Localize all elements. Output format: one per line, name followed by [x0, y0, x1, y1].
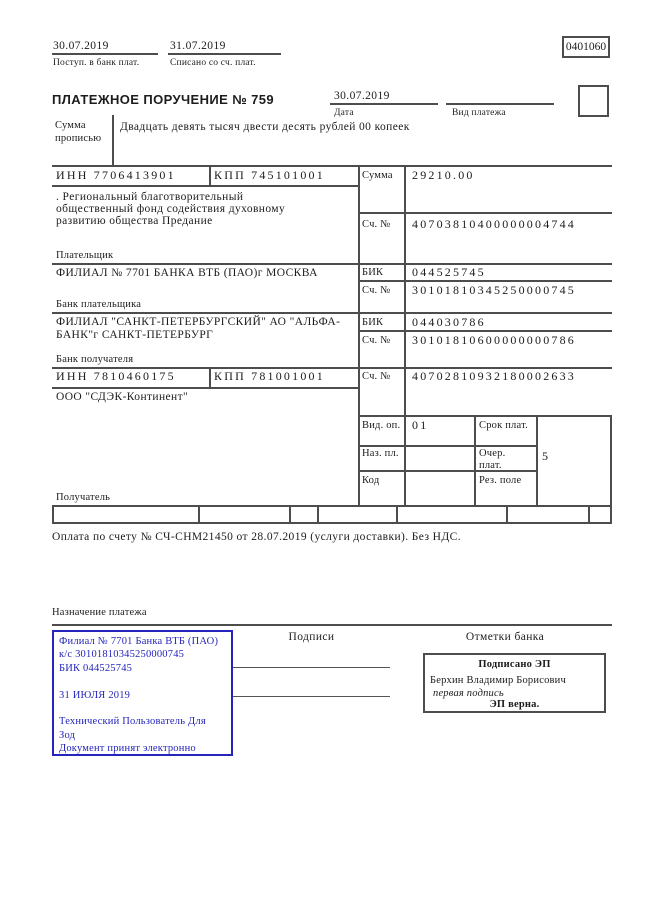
payment-type-box	[578, 85, 609, 117]
esign-signature-type: первая подпись	[433, 688, 504, 699]
table-line	[474, 415, 476, 505]
payee-bank-bik-value: 044030786	[412, 315, 486, 329]
payee-bank-account-value: 30101810600000000786	[412, 333, 576, 347]
esign-stamp	[423, 653, 606, 713]
table-line	[52, 522, 612, 524]
payer-account-value: 40703810400000004744	[412, 217, 576, 231]
doc-date-underline	[330, 103, 438, 105]
signatures-header: Подписи	[288, 631, 335, 643]
payee-name: ООО "СДЭК-Континент"	[56, 391, 189, 403]
stamp-line: к/с 30101810345250000745	[59, 649, 185, 661]
payee-account-label: Сч. №	[362, 371, 391, 382]
table-line	[404, 165, 406, 507]
table-line	[358, 415, 612, 417]
payer-name-line1: . Региональный благотворительный	[56, 191, 244, 203]
table-line	[209, 367, 211, 387]
page-title: ПЛАТЕЖНОЕ ПОРУЧЕНИЕ № 759	[52, 92, 275, 107]
table-line	[536, 415, 538, 505]
payer-name-line3: развитию общества Предание	[56, 215, 213, 227]
payment-type-underline	[446, 103, 554, 105]
code-label: Код	[362, 475, 380, 486]
stamp-line	[59, 675, 226, 688]
stamp-line: Филиал № 7701 Банка ВТБ (ПАО)	[59, 636, 219, 647]
payee-label: Получатель	[56, 492, 111, 503]
payer-label: Плательщик	[56, 250, 114, 261]
table-line	[52, 387, 358, 389]
amount-label: Сумма	[362, 170, 393, 181]
table-line	[52, 263, 612, 265]
signature-line-2	[233, 696, 390, 697]
payer-bank-account-label: Сч. №	[362, 285, 391, 296]
pay-term-label: Срок плат.	[479, 420, 528, 431]
stamp-line: Зод	[59, 729, 76, 741]
payer-name-line2: общественный фонд содействия духовному	[56, 203, 286, 215]
op-type-value: 01	[412, 418, 429, 432]
table-line	[209, 165, 211, 185]
form-code-box: 0401060	[562, 36, 610, 58]
table-line	[358, 280, 612, 282]
purpose-code-label: Наз. пл.	[362, 448, 399, 459]
stamp-line: Технический Пользователь Для	[59, 716, 206, 728]
debited-date-value: 31.07.2019	[170, 40, 226, 52]
table-line	[289, 505, 291, 522]
table-line	[588, 505, 590, 522]
bank-acceptance-stamp	[52, 630, 233, 756]
doc-date-value: 30.07.2019	[334, 90, 390, 102]
bank-marks-header: Отметки банка	[465, 631, 545, 643]
table-line	[198, 505, 200, 522]
payer-bank-bik-value: 044525745	[412, 265, 486, 279]
payer-account-label: Сч. №	[362, 219, 391, 230]
amount-words-label-1: Сумма	[55, 120, 86, 131]
purpose-label: Назначение платежа	[52, 607, 147, 618]
payer-bank-name: ФИЛИАЛ № 7701 БАНКА ВТБ (ПАО)г МОСКВА	[56, 267, 318, 279]
signature-line-1	[233, 667, 390, 668]
esign-title: Подписано ЭП	[478, 659, 551, 670]
table-line	[506, 505, 508, 522]
table-line	[358, 165, 360, 507]
pay-order-value: 5	[542, 449, 551, 463]
received-date-value: 30.07.2019	[53, 40, 109, 52]
debited-date-label: Списано со сч. плат.	[170, 58, 256, 68]
table-line	[52, 505, 54, 522]
table-line	[358, 212, 612, 214]
stamp-line: 31 ИЮЛЯ 2019	[59, 689, 131, 701]
table-line	[358, 330, 612, 332]
received-date-label: Поступ. в банк плат.	[53, 58, 140, 68]
payment-type-label: Вид платежа	[452, 108, 506, 118]
table-line	[52, 505, 612, 507]
payer-bank-label: Банк плательщика	[56, 299, 142, 310]
debited-date-underline	[168, 53, 281, 55]
table-line	[52, 165, 612, 167]
payee-bank-bik-label: БИК	[362, 317, 384, 328]
stamp-line: БИК 044525745	[59, 662, 133, 674]
payer-bank-bik-label: БИК	[362, 267, 384, 278]
payee-bank-account-label: Сч. №	[362, 335, 391, 346]
esign-verified: ЭП верна.	[489, 699, 540, 710]
table-line	[610, 505, 612, 522]
amount-words-divider	[112, 115, 114, 165]
esign-signer-name: Берхин Владимир Борисович	[430, 675, 566, 686]
payer-inn: ИНН 7706413901	[56, 168, 176, 182]
payee-bank-name-line2: БАНК"г САНКТ-ПЕТЕРБУРГ	[56, 329, 214, 341]
payee-bank-label: Банк получателя	[56, 354, 134, 365]
purpose-underline	[52, 624, 612, 626]
doc-date-label: Дата	[334, 108, 354, 118]
payee-kpp: КПП 781001001	[214, 369, 325, 383]
table-line	[396, 505, 398, 522]
pay-order-label: Очер. плат.	[479, 448, 506, 471]
reserve-field-label: Рез. поле	[479, 475, 522, 486]
table-line	[52, 185, 358, 187]
payee-inn: ИНН 7810460175	[56, 369, 176, 383]
table-line	[317, 505, 319, 522]
table-line	[52, 312, 612, 314]
purpose-text: Оплата по счету № СЧ-СНМ21450 от 28.07.2019 (услуги доставки). Без НДС.	[52, 531, 461, 543]
amount-words-value: Двадцать девять тысяч двести десять рублей 00 копеек	[120, 121, 410, 133]
amount-words-label-2: прописью	[55, 133, 102, 144]
stamp-line	[59, 702, 226, 715]
table-line	[358, 445, 536, 447]
payer-kpp: КПП 745101001	[214, 168, 325, 182]
payee-bank-name-line1: ФИЛИАЛ "САНКТ-ПЕТЕРБУРГСКИЙ" АО "АЛЬФА-	[56, 316, 341, 328]
payer-bank-account-value: 30101810345250000745	[412, 283, 576, 297]
payee-account-value: 40702810932180002633	[412, 369, 576, 383]
stamp-line: Документ принят электронно	[59, 743, 196, 755]
received-date-underline	[52, 53, 158, 55]
table-line	[610, 415, 612, 505]
amount-value: 29210.00	[412, 168, 475, 182]
op-type-label: Вид. оп.	[362, 420, 401, 431]
